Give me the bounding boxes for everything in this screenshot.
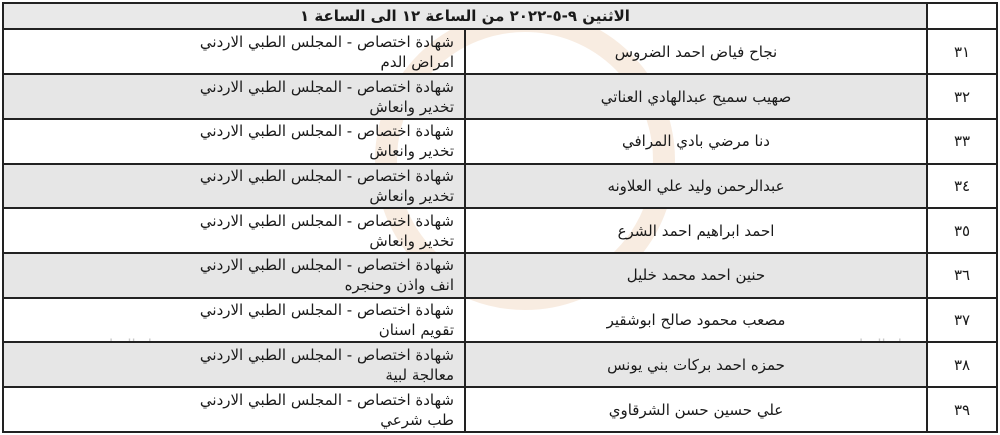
candidate-name: حنين احمد محمد خليل [465, 253, 927, 298]
row-number: ٣٤ [927, 164, 997, 209]
row-number: ٣٧ [927, 298, 997, 343]
candidate-name: عبدالرحمن وليد علي العلاونه [465, 164, 927, 209]
certificate-cell [3, 208, 465, 253]
header-number-cell [927, 3, 997, 29]
certificate-cell [3, 29, 465, 74]
candidate-name: علي حسين حسن الشرقاوي [465, 387, 927, 432]
certificate-type: شهادة اختصاص - المجلس الطبي الاردني [199, 211, 454, 230]
table-row [3, 208, 997, 253]
schedule-table [2, 2, 998, 433]
specialty: تخدير وانعاش [369, 142, 454, 161]
row-number: ٣٣ [927, 119, 997, 164]
certificate-type: شهادة اختصاص - المجلس الطبي الاردني [199, 77, 454, 96]
certificate-cell [3, 74, 465, 119]
specialty: معالجة لبية [385, 365, 454, 384]
specialty: تقويم اسنان [378, 321, 454, 340]
specialty: طب شرعي [380, 410, 454, 429]
certificate-type: شهادة اختصاص - المجلس الطبي الاردني [199, 390, 454, 409]
row-number: ٣٦ [927, 253, 997, 298]
candidate-name: مصعب محمود صالح ابوشقير [465, 298, 927, 343]
candidate-name: دنا مرضي بادي المرافي [465, 119, 927, 164]
certificate-cell [3, 387, 465, 432]
row-number: ٣٩ [927, 387, 997, 432]
certificate-type: شهادة اختصاص - المجلس الطبي الاردني [199, 256, 454, 275]
table-row [3, 387, 997, 432]
table-row [3, 74, 997, 119]
certificate-cell [3, 342, 465, 387]
candidate-name: حمزه احمد بركات بني يونس [465, 342, 927, 387]
certificate-type: شهادة اختصاص - المجلس الطبي الاردني [199, 345, 454, 364]
specialty: انف واذن وحنجره [344, 276, 454, 295]
specialty: تخدير وانعاش [369, 186, 454, 205]
session-title: الاثنين ٩-٥-٢٠٢٢ من الساعة ١٢ الى الساعة ١ [3, 3, 927, 29]
table-row [3, 298, 997, 343]
row-number: ٣٢ [927, 74, 997, 119]
certificate-type: شهادة اختصاص - المجلس الطبي الاردني [199, 122, 454, 141]
certificate-type: شهادة اختصاص - المجلس الطبي الاردني [199, 301, 454, 320]
specialty: تخدير وانعاش [369, 97, 454, 116]
table-row [3, 119, 997, 164]
table-header-row [3, 3, 997, 29]
row-number: ٣٨ [927, 342, 997, 387]
specialty: امراض الدم [380, 52, 454, 71]
table-row [3, 342, 997, 387]
certificate-cell [3, 164, 465, 209]
table-row [3, 29, 997, 74]
row-number: ٣٥ [927, 208, 997, 253]
table-row [3, 253, 997, 298]
specialty: تخدير وانعاش [369, 231, 454, 250]
candidate-name: نجاح فياض احمد الضروس [465, 29, 927, 74]
table-row [3, 164, 997, 209]
candidate-name: احمد ابراهيم احمد الشرع [465, 208, 927, 253]
certificate-cell [3, 298, 465, 343]
candidate-name: صهيب سميح عبدالهادي العناتي [465, 74, 927, 119]
row-number: ٣١ [927, 29, 997, 74]
certificate-cell [3, 119, 465, 164]
certificate-cell [3, 253, 465, 298]
certificate-type: شهادة اختصاص - المجلس الطبي الاردني [199, 166, 454, 185]
certificate-type: شهادة اختصاص - المجلس الطبي الاردني [199, 32, 454, 51]
